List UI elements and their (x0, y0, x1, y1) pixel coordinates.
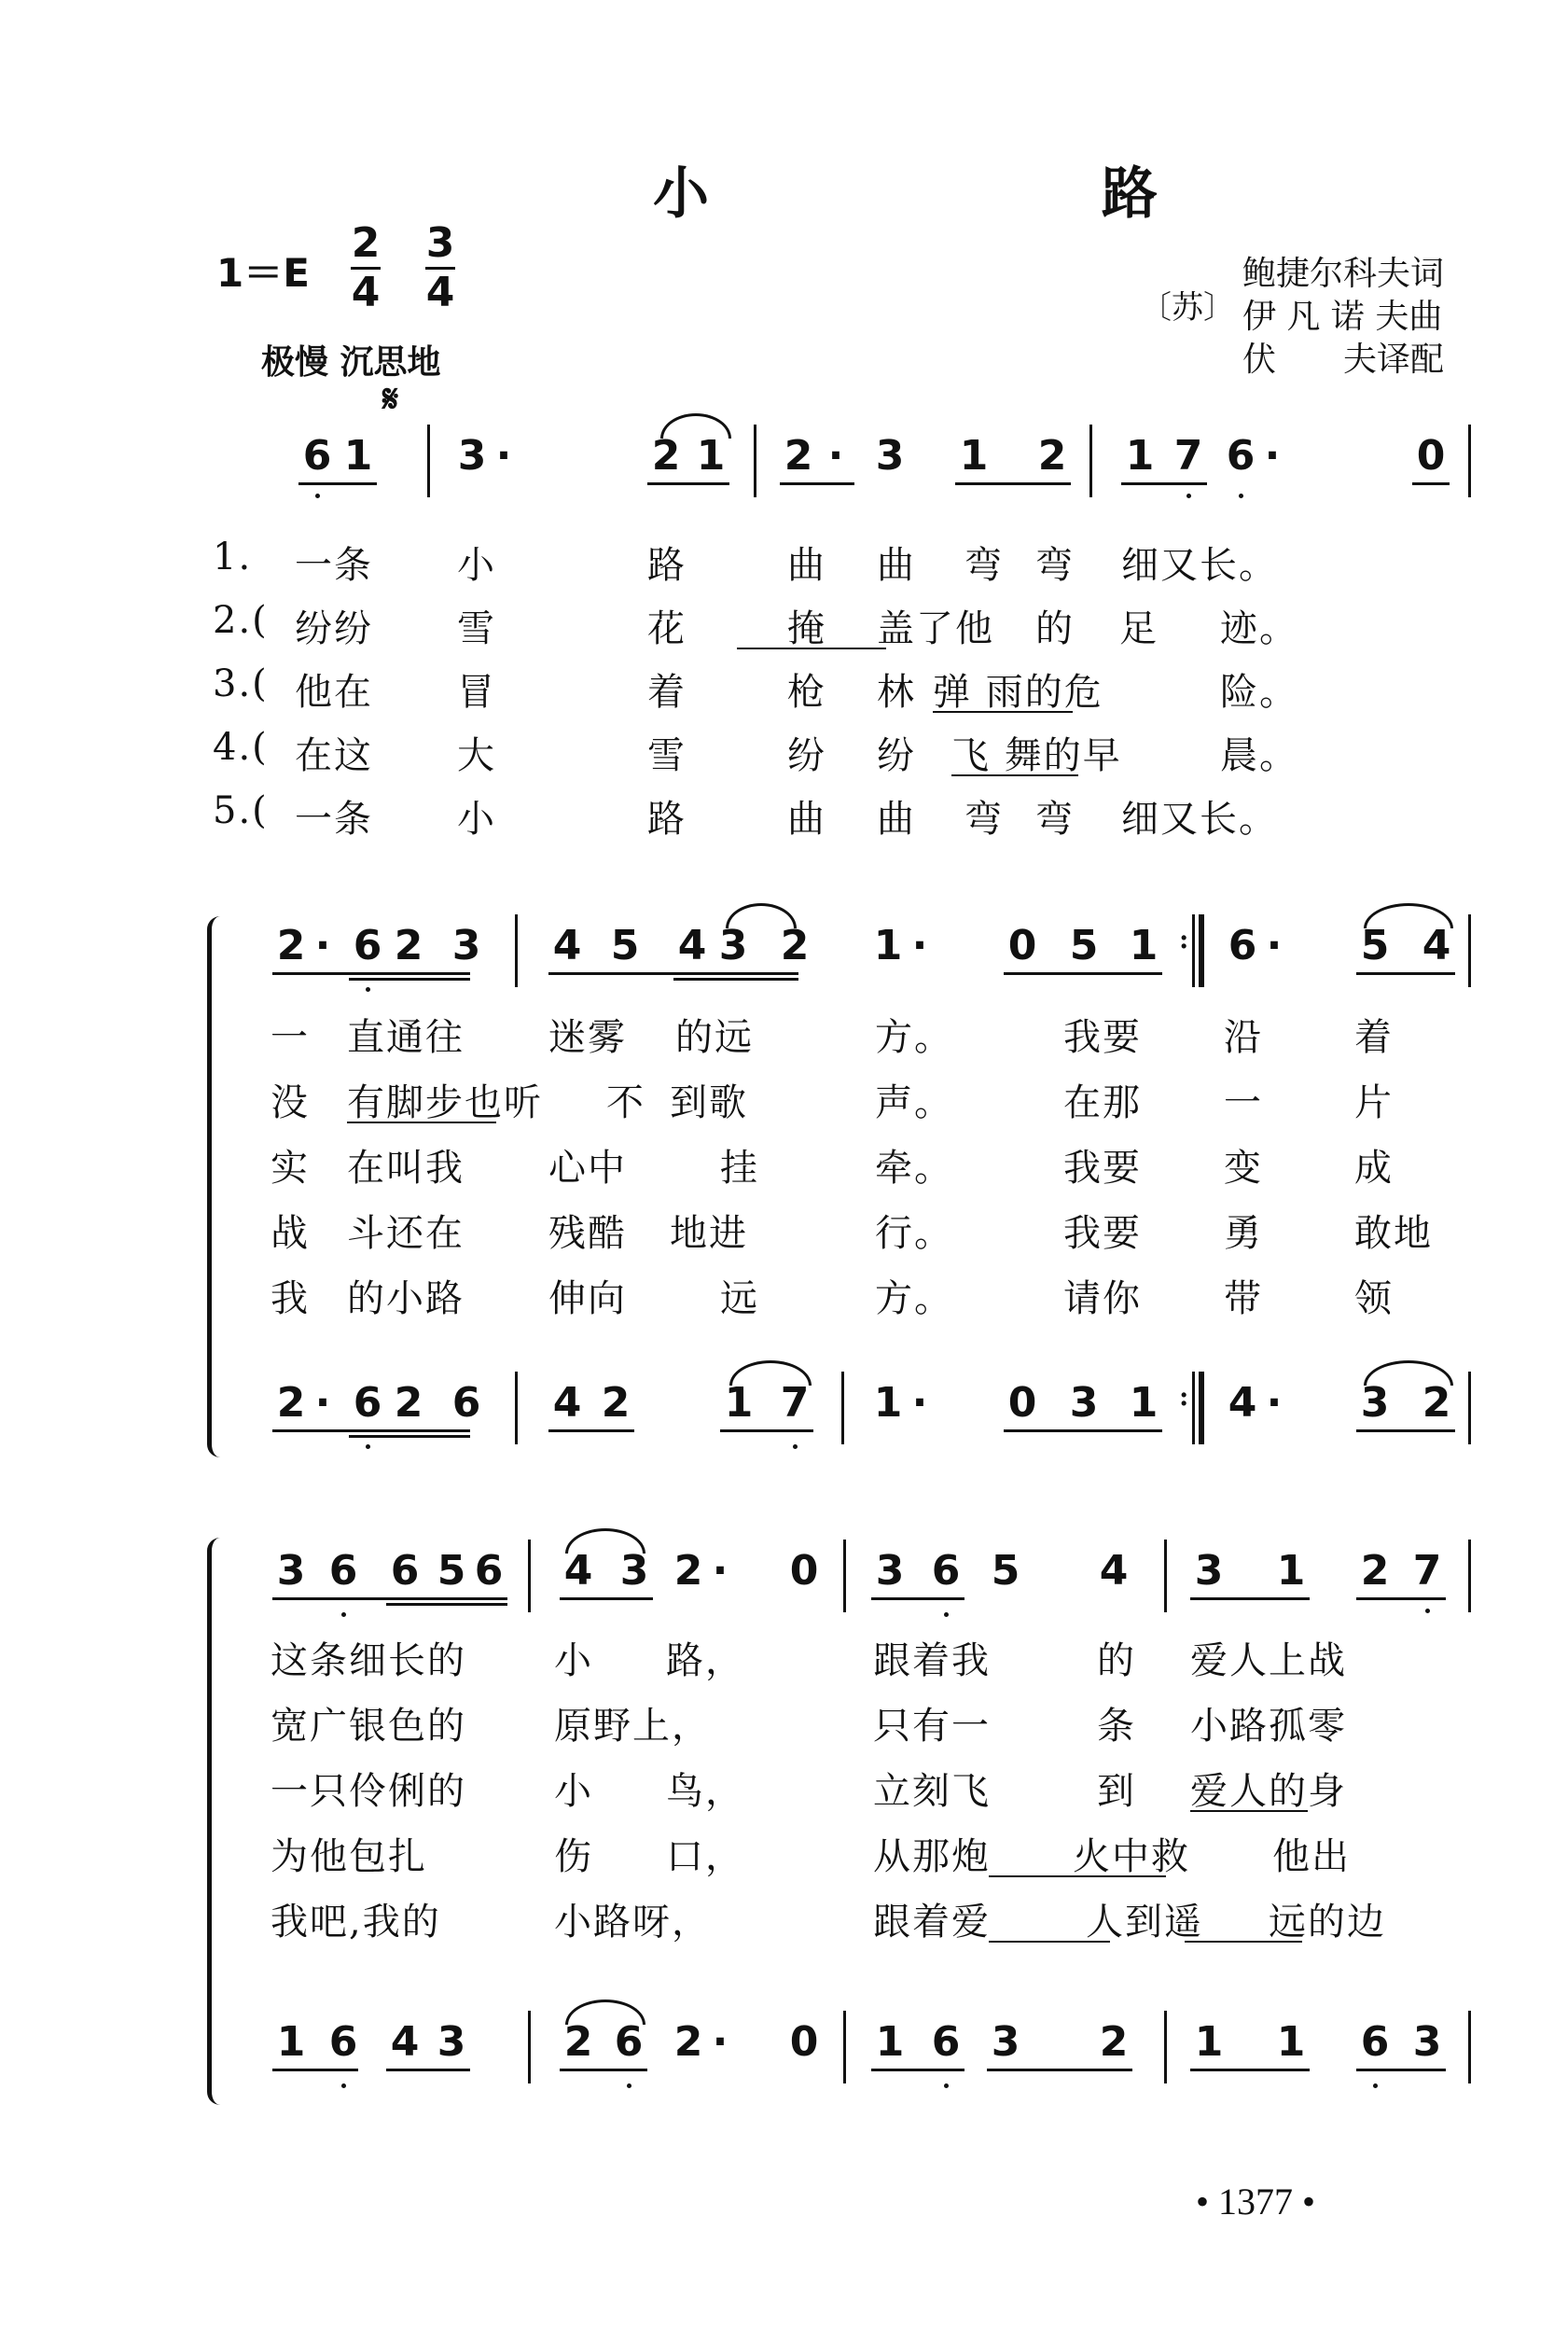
note: 3 (1360, 1379, 1390, 1427)
note: 6 (302, 432, 332, 480)
note: 3 (451, 922, 481, 969)
barline (528, 2011, 531, 2083)
note: 0 (1007, 922, 1037, 969)
note: 6 (328, 2018, 358, 2066)
note: 2 (780, 922, 810, 969)
note: 3 (718, 922, 748, 969)
barline (515, 1372, 518, 1444)
barline (1468, 1540, 1471, 1612)
time-signature-2-4: 2 4 (351, 219, 381, 316)
note: · (314, 922, 331, 969)
underline (1412, 482, 1450, 485)
note: · (1264, 432, 1281, 480)
note: 5 (610, 922, 640, 969)
underline (871, 2069, 964, 2071)
note: 4 (677, 922, 707, 969)
note: 0 (1416, 432, 1446, 480)
underline (1004, 1429, 1162, 1432)
notation-row-1 (0, 425, 1568, 499)
slur (660, 413, 731, 439)
note: 2 (394, 922, 423, 969)
slur (729, 1360, 812, 1386)
segno-sign: 𝄋 (382, 377, 399, 421)
note: 2 (784, 432, 813, 480)
slur (565, 1528, 645, 1554)
underline (349, 978, 470, 981)
note: 2 (1422, 1379, 1451, 1427)
notation-row-2 (0, 914, 1568, 989)
note: 1 (1129, 1379, 1159, 1427)
underline (647, 482, 729, 485)
note: 2 (1037, 432, 1067, 480)
note: 3 (1412, 2018, 1442, 2066)
underline (386, 1603, 507, 1606)
lower-octave-dot (1239, 494, 1243, 498)
note: 6 (474, 1547, 504, 1595)
note: 2 (276, 922, 306, 969)
note: 4 (563, 1547, 593, 1595)
barline (843, 2011, 846, 2083)
underline (1356, 972, 1455, 975)
underline (349, 1435, 470, 1438)
slur (1364, 1360, 1453, 1386)
note: 2 (563, 2018, 593, 2066)
note: 1 (873, 1379, 903, 1427)
note: 1 (343, 432, 373, 480)
note: 4 (1422, 922, 1451, 969)
notation-row-5 (0, 2011, 1568, 2085)
underline (560, 2069, 647, 2071)
note: 1 (1125, 432, 1155, 480)
lower-octave-dot (944, 2083, 949, 2088)
note: 2 (1099, 2018, 1129, 2066)
note: 2 (394, 1379, 423, 1427)
note: 3 (1069, 1379, 1099, 1427)
lower-octave-dot (1373, 2083, 1378, 2088)
underline (386, 2069, 470, 2071)
note: 5 (1360, 922, 1390, 969)
note: · (911, 1379, 928, 1427)
tempo-marking: 极慢 沉思地 (261, 343, 441, 382)
underline (720, 1429, 813, 1432)
barline (1089, 425, 1092, 497)
repeat-barline (1192, 914, 1205, 987)
note: 4 (552, 1379, 582, 1427)
underline (1190, 2069, 1310, 2071)
slur (1364, 903, 1453, 928)
slur (565, 2000, 645, 2025)
note: 1 (276, 2018, 306, 2066)
note: 3 (991, 2018, 1020, 2066)
underline (1004, 972, 1162, 975)
slur (726, 903, 797, 928)
key-signature: 1＝E (216, 250, 310, 296)
underline (987, 2069, 1132, 2071)
note: 6 (614, 2018, 644, 2066)
lower-octave-dot (315, 494, 320, 498)
note: 3 (875, 1547, 905, 1595)
note: 6 (1226, 432, 1256, 480)
underline (1121, 482, 1207, 485)
lower-octave-dot (1186, 494, 1191, 498)
underline (1356, 1597, 1446, 1600)
origin-label: 〔苏〕 (1140, 289, 1235, 327)
credit-composer: 伊 凡 诺 夫曲 (1242, 298, 1443, 336)
barline (528, 1540, 531, 1612)
note: 4 (390, 2018, 420, 2066)
barline (1164, 1540, 1167, 1612)
credit-lyricist: 鲍捷尔科夫词 (1242, 255, 1445, 293)
note: 2 (651, 432, 681, 480)
note: 6 (1360, 2018, 1390, 2066)
lower-octave-dot (627, 2083, 631, 2088)
note: 4 (552, 922, 582, 969)
note: 1 (875, 2018, 905, 2066)
note: 6 (353, 922, 382, 969)
credit-translator: 伏 夫译配 (1242, 341, 1445, 379)
note: 6 (328, 1547, 358, 1595)
underline (548, 1429, 634, 1432)
note: 1 (873, 922, 903, 969)
note: · (827, 432, 844, 480)
time-signature-3-4: 3 4 (425, 219, 455, 316)
note: 0 (789, 2018, 819, 2066)
note: 2 (276, 1379, 306, 1427)
note: 2 (1360, 1547, 1390, 1595)
note: 4 (1099, 1547, 1129, 1595)
note: 6 (931, 2018, 961, 2066)
notation-row-3 (0, 1372, 1568, 1446)
lower-octave-dot (366, 987, 370, 992)
note: 6 (353, 1379, 382, 1427)
note: 7 (1412, 1547, 1442, 1595)
barline (427, 425, 430, 497)
note: 7 (1173, 432, 1203, 480)
barline (1468, 2011, 1471, 2083)
page-number: • 1377 • (1196, 2181, 1316, 2223)
barline (1468, 1372, 1471, 1444)
underline (272, 1597, 507, 1600)
note: 3 (1194, 1547, 1224, 1595)
note: 1 (1276, 1547, 1306, 1595)
note: 5 (991, 1547, 1020, 1595)
underline (272, 1429, 470, 1432)
lower-octave-dot (366, 1444, 370, 1449)
note: · (712, 1547, 728, 1595)
note: 7 (780, 1379, 810, 1427)
page-title: 小 路 (653, 161, 1344, 227)
note: 5 (437, 1547, 466, 1595)
underline (673, 978, 798, 981)
note: 1 (959, 432, 989, 480)
repeat-barline (1192, 1372, 1205, 1444)
lower-octave-dot (341, 1612, 346, 1617)
note: 3 (437, 2018, 466, 2066)
note: 1 (1194, 2018, 1224, 2066)
underline (1356, 2069, 1446, 2071)
note: · (712, 2018, 728, 2066)
note: 1 (1276, 2018, 1306, 2066)
note: · (911, 922, 928, 969)
underline (955, 482, 1071, 485)
barline (843, 1540, 846, 1612)
note: 4 (1228, 1379, 1257, 1427)
note: 6 (451, 1379, 481, 1427)
underline (1190, 1597, 1310, 1600)
underline (780, 482, 854, 485)
note: 1 (724, 1379, 754, 1427)
note: 2 (601, 1379, 631, 1427)
underline (272, 972, 470, 975)
note: 6 (931, 1547, 961, 1595)
note: 1 (1129, 922, 1159, 969)
notation-row-4 (0, 1540, 1568, 1614)
note: 6 (1228, 922, 1257, 969)
note: 3 (457, 432, 487, 480)
note: 0 (1007, 1379, 1037, 1427)
note: 5 (1069, 922, 1099, 969)
underline (298, 482, 377, 485)
underline (1356, 1429, 1455, 1432)
lower-octave-dot (793, 1444, 798, 1449)
note: 2 (673, 1547, 703, 1595)
barline (1468, 425, 1471, 497)
note: 0 (789, 1547, 819, 1595)
lower-octave-dot (1425, 1609, 1430, 1613)
underline (560, 1597, 653, 1600)
barline (515, 914, 518, 987)
note: 3 (276, 1547, 306, 1595)
underline (871, 1597, 964, 1600)
barline (841, 1372, 844, 1444)
lower-octave-dot (341, 2083, 346, 2088)
underline (272, 2069, 358, 2071)
note: 6 (390, 1547, 420, 1595)
barline (1164, 2011, 1167, 2083)
barline (1468, 914, 1471, 987)
note: 3 (875, 432, 905, 480)
note: 3 (619, 1547, 649, 1595)
barline (754, 425, 756, 497)
note: · (495, 432, 512, 480)
note: · (314, 1379, 331, 1427)
note: · (1266, 1379, 1283, 1427)
repeat-dots: : (1179, 924, 1189, 955)
underline (548, 972, 798, 975)
note: 1 (696, 432, 726, 480)
note: 2 (673, 2018, 703, 2066)
repeat-dots: : (1179, 1381, 1189, 1412)
note: · (1266, 922, 1283, 969)
lower-octave-dot (944, 1612, 949, 1617)
